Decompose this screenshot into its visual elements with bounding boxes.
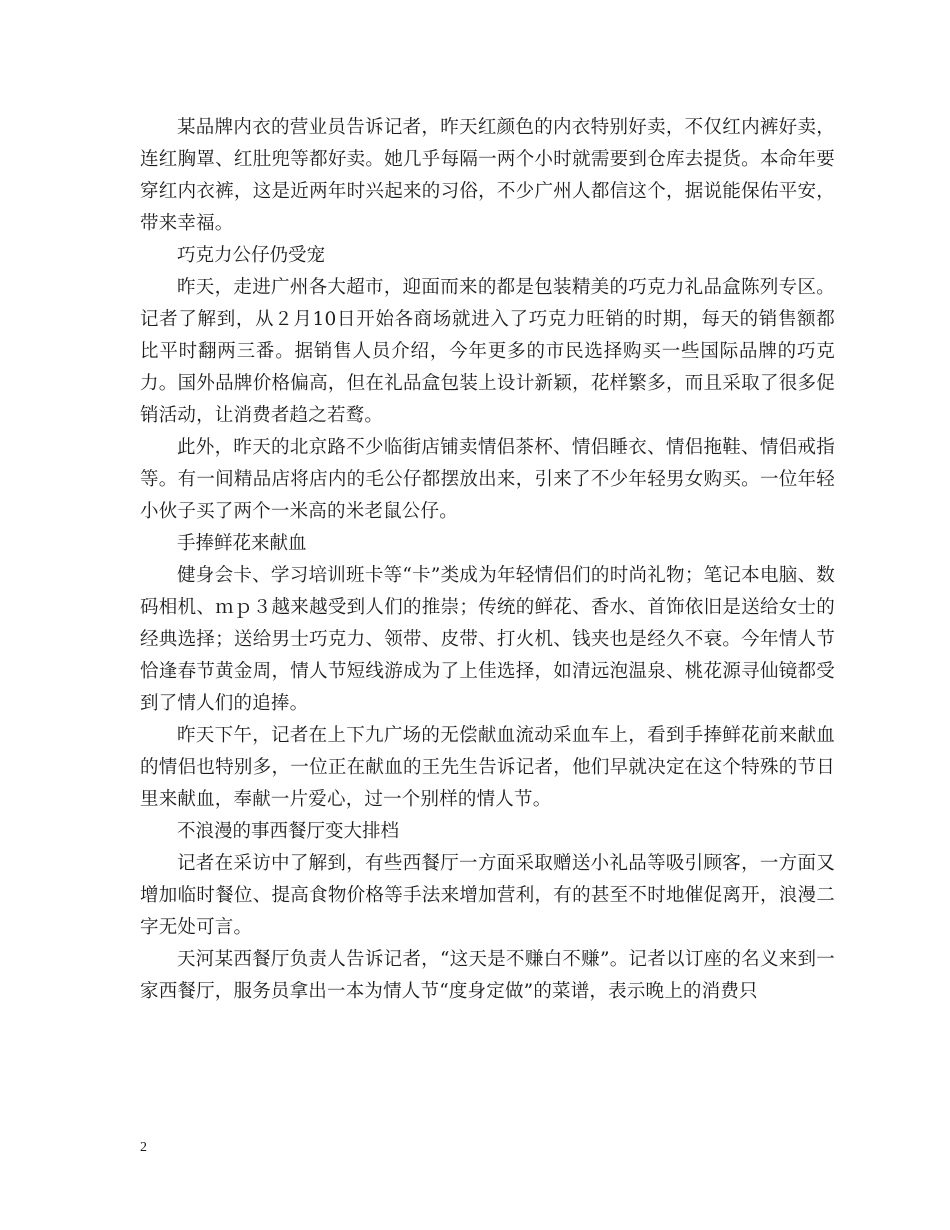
- paragraph: 此外，昨天的北京路不少临街店铺卖情侣茶杯、情侣睡衣、情侣拖鞋、情侣戒指等。有一间精品店将店内的毛公仔都摆放出来，引来了不少年轻男女购买。一位年轻小伙子买了两个一米高的米老鼠公仔。: [140, 437, 835, 522]
- section-heading: 巧克力公仔仍受宠: [177, 245, 326, 266]
- paragraph: 记者在采访中了解到，有些西餐厅一方面采取赠送小礼品等吸引顾客，一方面又增加临时餐位、提高食物价格等手法来增加营利，有的甚至不时地催促离开，浪漫二字无处可言。: [140, 853, 835, 938]
- paragraph: 某品牌内衣的营业员告诉记者，昨天红颜色的内衣特别好卖，不仅红内裤好卖，连红胸罩、红肚兜等都好卖。她几乎每隔一两个小时就需要到仓库去提货。本命年要穿红内衣裤，这是近两年时兴起来的习俗，不少广州人都信这个，据说能保佑平安，带来幸福。: [140, 117, 835, 234]
- paragraph: 昨天，走进广州各大超市，迎面而来的都是包装精美的巧克力礼品盒陈列专区。记者了解到，从２月10日开始各商场就进入了巧克力旺销的时期，每天的销售额都比平时翻两三番。据销售人员介绍，今年更多的市民选择购买一些国际品牌的巧克力。国外品牌价格偏高，但在礼品盒包装上设计新颖，花样繁多，而且采取了很多促销活动，让消费者趋之若鹜。: [140, 277, 835, 426]
- paragraph: 健身会卡、学习培训班卡等“卡”类成为年轻情侣们的时尚礼物；笔记本电脑、数码相机、ｍｐ３越来越受到人们的推崇；传统的鲜花、香水、首饰依旧是送给女士的经典选择；送给男士巧克力、领带、皮带、打火机、钱夹也是经久不衰。今年情人节恰逢春节黄金周，情人节短线游成为了上佳选择，如清远泡温泉、桃花源寻仙镜都受到了情人们的追捧。: [140, 565, 835, 714]
- section-heading: 手捧鲜花来献血: [177, 533, 307, 554]
- paragraph: 昨天下午，记者在上下九广场的无偿献血流动采血车上，看到手捧鲜花前来献血的情侣也特别多，一位正在献血的王先生告诉记者，他们早就决定在这个特殊的节日里来献血，奉献一片爱心，过一个别样的情人节。: [140, 725, 835, 810]
- paragraph: 天河某西餐厅负责人告诉记者，“这天是不赚白不赚”。记者以订座的名义来到一家西餐厅，服务员拿出一本为情人节“度身定做”的菜谱，表示晚上的消费只: [140, 949, 835, 1002]
- section-heading: 不浪漫的事西餐厅变大排档: [177, 821, 400, 842]
- document-body: [140, 112, 835, 1008]
- page-number: 2: [140, 1140, 147, 1155]
